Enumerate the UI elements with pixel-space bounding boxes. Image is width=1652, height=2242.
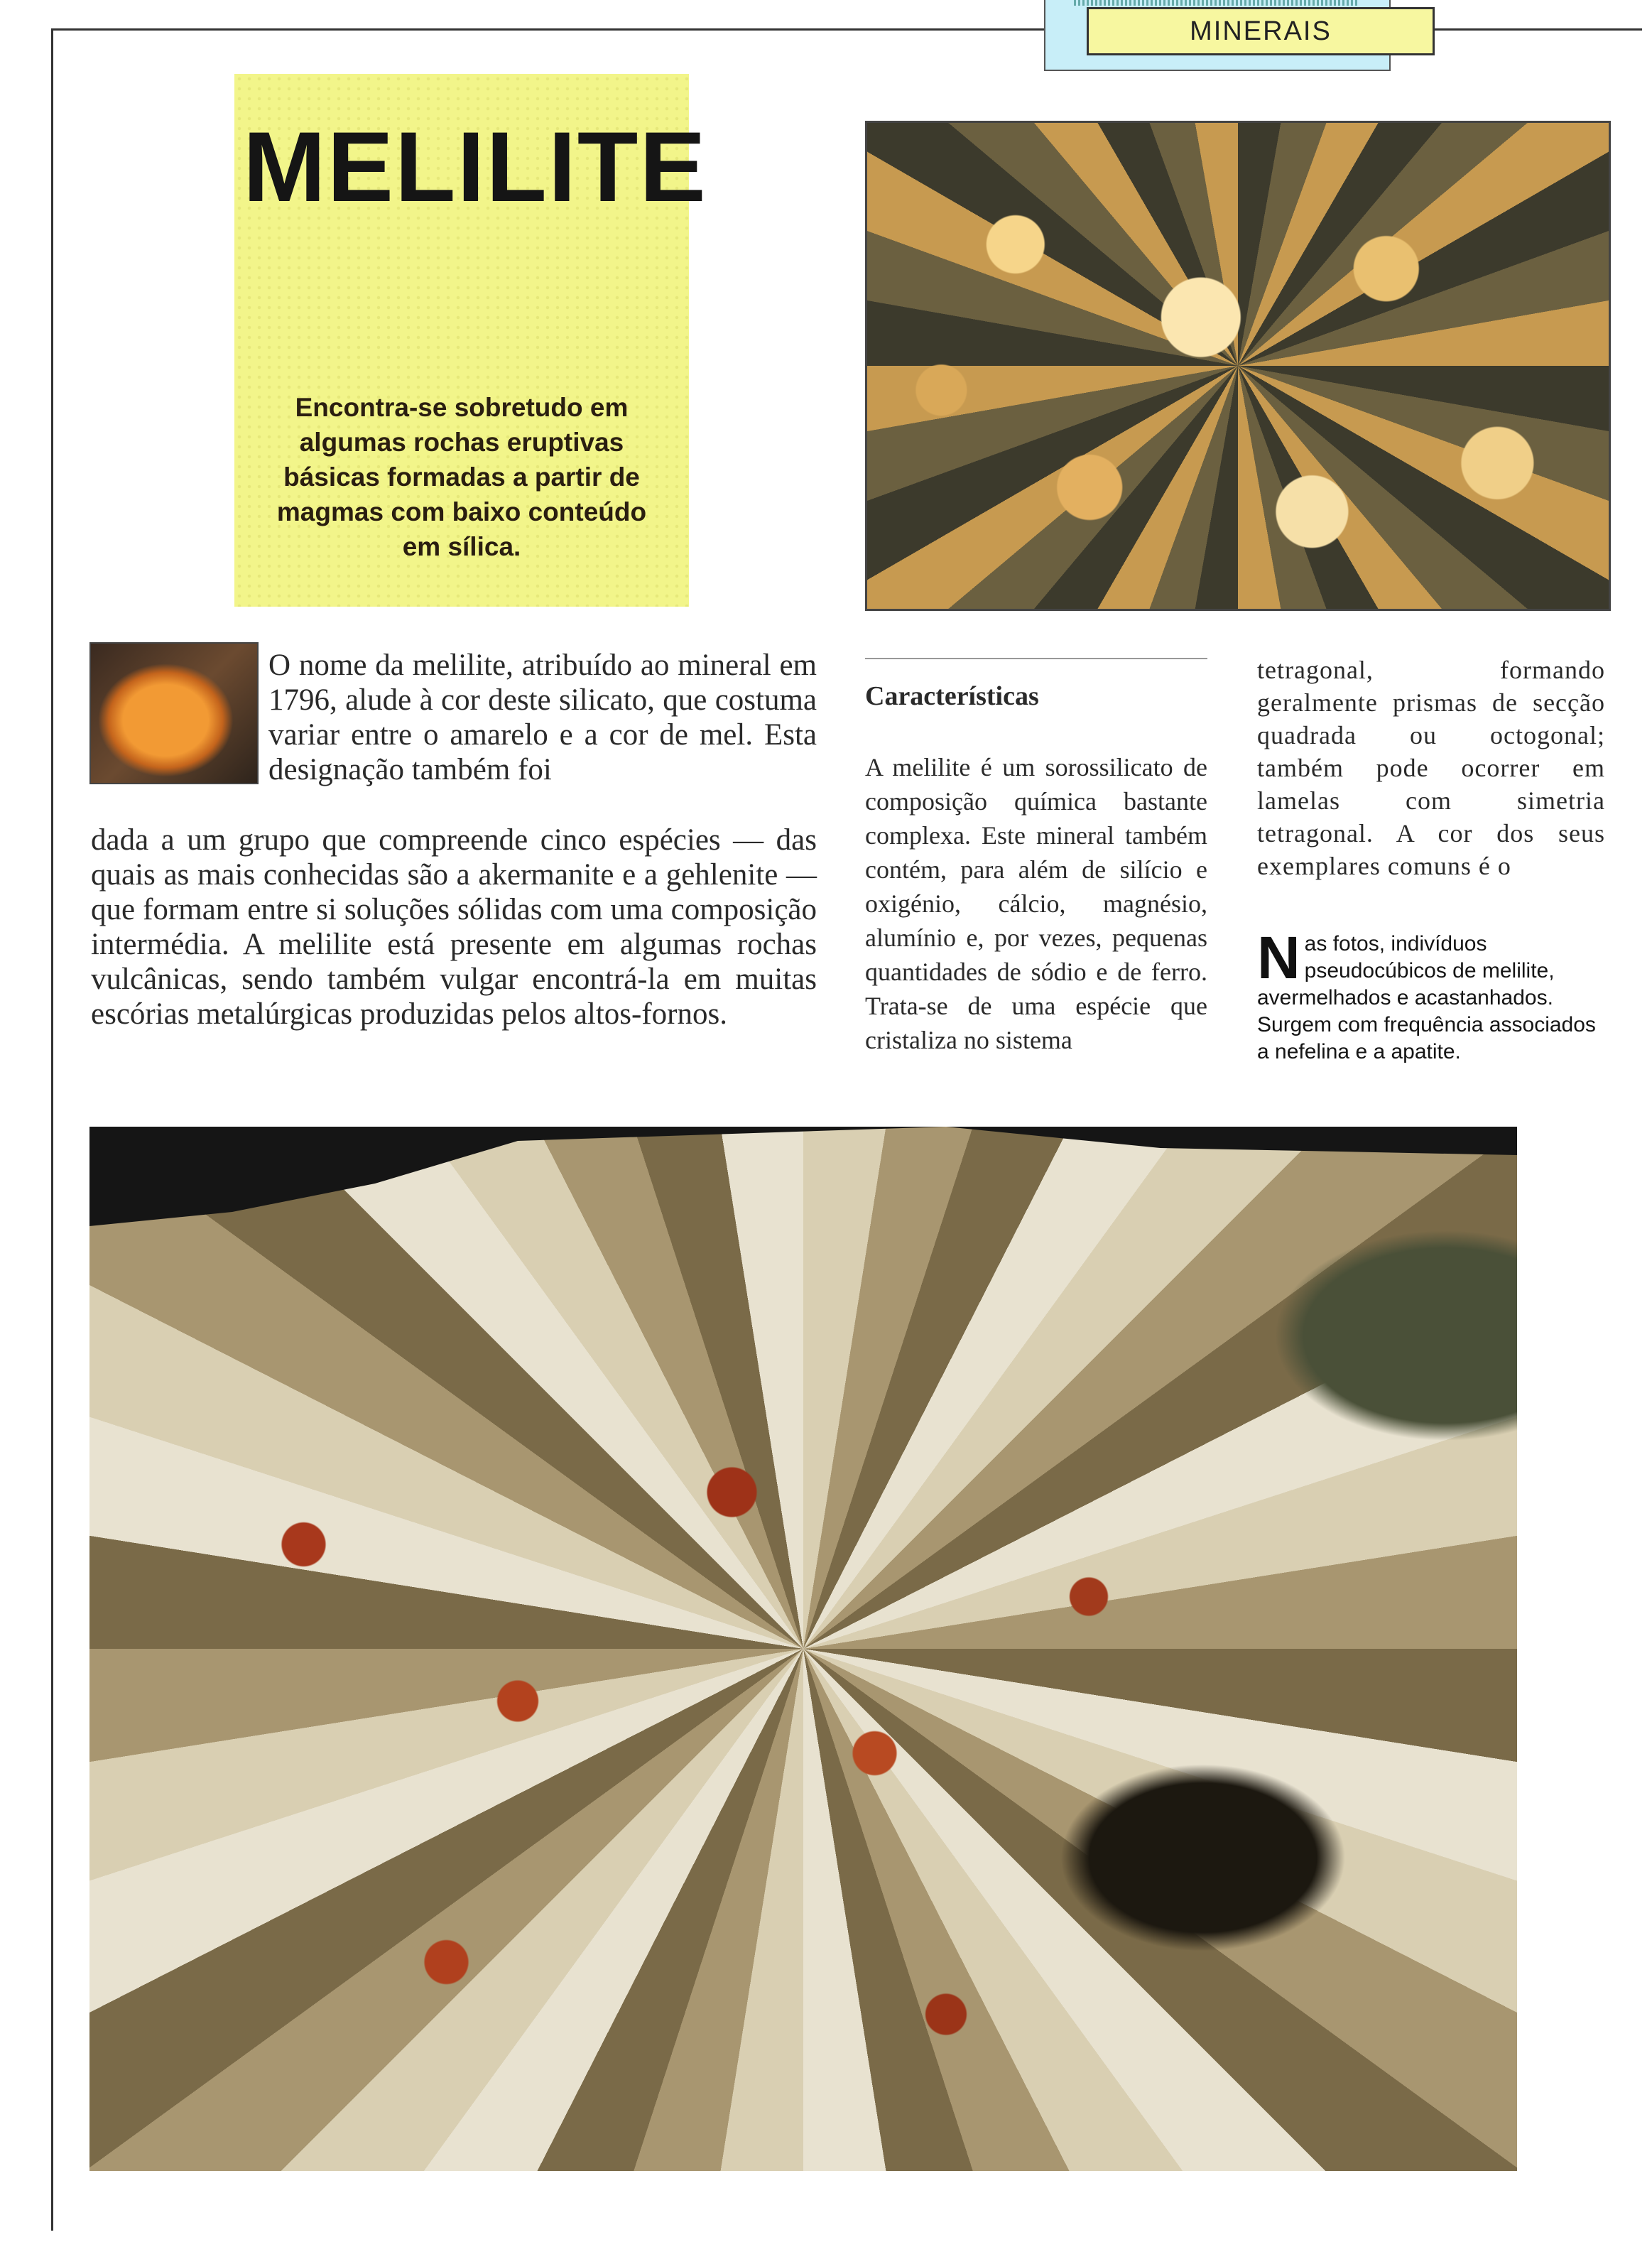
main-paragraph-top: O nome da melilite, atribuído ao mineral em 1796, alude à cor deste silicato, que costuma variar entre o amarelo e a cor de mel. Esta designação também foi: [268, 649, 817, 786]
mineral-photo-small: [89, 642, 259, 784]
section-divider: [865, 658, 1207, 659]
main-paragraph-bottom: dada a um grupo que compreende cinco espécies — das quais as mais conhecidas são a akermanite e a gehlenite — que formam entre si soluções sólidas com uma composição intermédia. A melilite está presente em algumas rochas vulcânicas, sendo também vulgar encontrá-la em muitas escórias metalúrgicas produzidas pelos altos-fornos.: [91, 823, 817, 1031]
caption-dropcap: N: [1257, 924, 1300, 991]
section-tab: MINERAIS: [1087, 7, 1435, 55]
title-box: [234, 74, 707, 607]
characteristics-column-1: A melilite é um sorossilicato de composição química bastante complexa. Este mineral também contém, para além de silício e oxigénio, cálcio, magnésio, alumínio e, por vezes, pequenas quantidades de sódio e de ferro. Trata-se de uma espécie que cristaliza no sistema: [865, 753, 1207, 1054]
caption-text: as fotos, indivíduos pseudocúbicos de melilite, avermelhados e acastanhados. Surgem com frequência associados a nefelina e a apatite.: [1257, 932, 1596, 1063]
section-tab-stripe: [1074, 0, 1358, 6]
photo-background: [89, 1127, 1517, 1269]
page-title: MELILITE: [243, 111, 707, 222]
mineral-photo-large: [89, 1127, 1517, 2171]
characteristics-column-2: tetragonal, formando geralmente prismas de secção quadrada ou octogonal; também pode ocorrer em lamelas com simetria tetragonal. A cor dos seus exemplares comuns é o: [1257, 656, 1605, 880]
characteristics-heading: Características: [865, 681, 1039, 711]
photo-caption: [1257, 924, 1612, 1066]
mineral-photo-top: [865, 121, 1611, 611]
intro-text: Encontra-se sobretudo em algumas rochas eruptivas básicas formadas a partir de magmas com baixo conteúdo em sílica.: [276, 393, 647, 561]
